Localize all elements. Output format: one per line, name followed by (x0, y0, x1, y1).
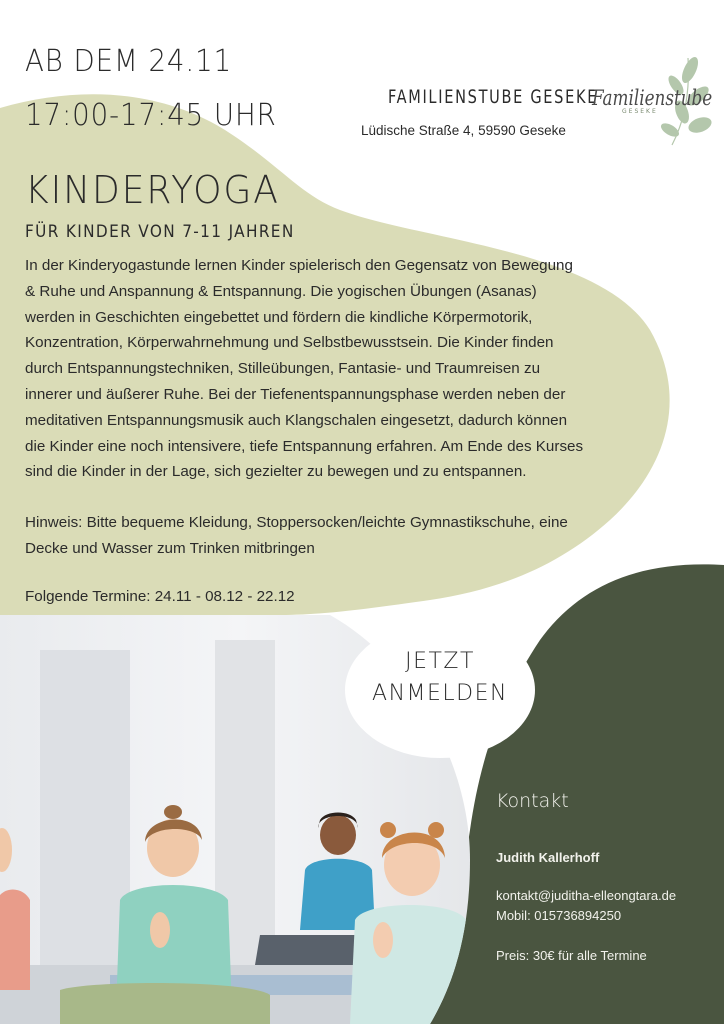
cta-line-1: JETZT (405, 649, 475, 674)
contact-name: Judith Kallerhoff (496, 850, 600, 865)
note-line: Decke und Wasser zum Trinken mitbringen (25, 539, 315, 557)
contact-title: Kontakt (496, 790, 569, 812)
logo-script: Familienstube (592, 86, 713, 110)
description-line: & Ruhe und Anspannung & Entspannung. Die yogischen Übungen (Asanas) (25, 282, 537, 300)
cta-line-2: ANMELDEN (372, 681, 508, 706)
description-line: In der Kinderyogastunde lernen Kinder spielerisch den Gegensatz von Bewegung (25, 257, 573, 274)
note-line: Hinweis: Bitte bequeme Kleidung, Stoppersocken/leichte Gymnastikschuhe, eine (25, 514, 568, 531)
description-line: innerer und äußerer Ruhe. Bei der Tiefenentspannungsphase werden neben der (25, 385, 566, 403)
contact-price: Preis: 30€ für alle Termine (496, 948, 647, 963)
description-line: werden in Geschichten eingebettet und fördern die kindliche Körpermotorik, (25, 308, 533, 326)
contact-email[interactable]: kontakt@juditha-elleongtara.de (496, 888, 677, 903)
event-time: 17:00-17:45 UHR (25, 98, 277, 133)
brand-name: FAMILIENSTUBE GESEKE (388, 86, 599, 108)
brand-logo (592, 86, 724, 115)
course-subtitle: FÜR KINDER VON 7-11 JAHREN (25, 222, 295, 242)
logo-sub: GESEKE (622, 108, 658, 115)
register-button[interactable] (345, 646, 535, 710)
course-note (25, 510, 685, 562)
description-line: meditativen Entspannungsmusik auch Klangschalen eingesetzt, dadurch können (25, 411, 568, 429)
event-date: AB DEM 24.11 (25, 44, 233, 79)
course-description (25, 253, 685, 485)
contact-phone[interactable]: Mobil: 015736894250 (496, 908, 622, 923)
description-line: Konzentration, Körperwahrnehmung und Selbstbewusstsein. Die Kinder finden (25, 334, 554, 352)
brand-address: Lüdische Straße 4, 59590 Geseke (361, 123, 566, 138)
description-line: durch Entspannungstechniken, Stilleübungen, Fantasie- und Traumreisen zu (25, 360, 541, 378)
course-dates: Folgende Termine: 24.11 - 08.12 - 22.12 (25, 588, 295, 605)
description-line: die Kinder eine noch intensivere, tiefe Entspannung erfahren. Am Ende des Kurses (25, 437, 584, 455)
description-line: sind die Kinder in der Lage, sich gezielter zu bewegen und zu entspannen. (25, 463, 527, 481)
course-title: KINDERYOGA (25, 168, 280, 212)
